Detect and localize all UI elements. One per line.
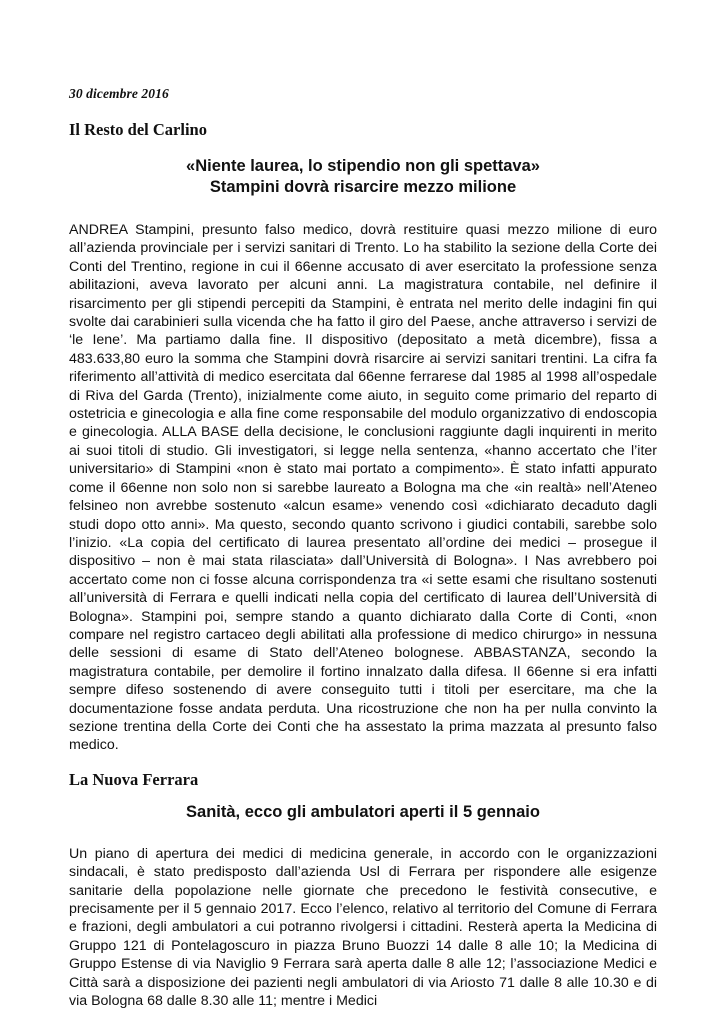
document-page: [69, 86, 657, 1010]
headline-line-2: Stampini dovrà risarcire mezzo milione: [209, 178, 517, 196]
article-nuova-ferrara: [69, 770, 657, 1011]
headline-line-1: Sanità, ecco gli ambulatori aperti il 5 gennaio: [186, 802, 540, 821]
article-headline: [69, 802, 657, 823]
article-carlino: [69, 120, 657, 755]
headline-line-1: «Niente laurea, lo stipendio non gli spettava»: [186, 157, 540, 175]
article-body: Un piano di apertura dei medici di medicina generale, in accordo con le organizzazioni sindacali, è stato predisposto dall’azienda Usl di Ferrara per rispondere alle esigenze sanitarie della popolazione nelle giornate che precedono le festività consecutive, e precisamente per il 5 gennaio 2017. Ecco l’elenco, relativo al territorio del Comune di Ferrara e frazioni, degli ambulatori a cui potranno rivolgersi i cittadini. Resterà aperta la Medicina di Gruppo 121 di Pontelagoscuro in piazza Bruno Buozzi 14 dalle 8 alle 10; la Medicina di Gruppo Estense di via Naviglio 9 Ferrara sarà aperta dalle 8 alle 12; l’associazione Medici e Città sarà a disposizione dei pazienti negli ambulatori di via Ariosto 71 dalle 8 alle 10.30 e di via Bologna 68 dalle 8.30 alle 11; mentre i Medici: [69, 845, 657, 1010]
article-body: ANDREA Stampini, presunto falso medico, dovrà restituire quasi mezzo milione di euro all’azienda provinciale per i servizi sanitari di Trento. Lo ha stabilito la sezione della Corte dei Conti del Trentino, regione in cui il 66enne accusato di aver esercitato la professione senza abilitazioni, aveva lavorato per alcuni anni. La magistratura contabile, nel definire il risarcimento per gli stipendi percepiti da Stampini, è entrata nel merito delle indagini fin qui svolte dai carabinieri sulla vicenda che ha fatto il giro del Paese, anche attraverso i servizi de ‘le Iene’. Ma partiamo dalla fine. Il dispositivo (depositato a metà dicembre), fissa a 483.633,80 euro la somma che Stampini dovrà risarcire ai servizi sanitari trentini. La cifra fa riferimento all’attività di medico esercitata dal 66enne ferrarese dal 1985 al 1998 all’ospedale di Riva del Garda (Trento), inizialmente come aiuto, in seguito come primario del reparto di ostetricia e ginecologia e alla fine come responsabile del modulo organizzativo di endoscopia e ginecologia. ALLA BASE della decisione, le conclusioni raggiunte dagli inquirenti in merito ai suoi titoli di studio. Gli investigatori, si legge nella sentenza, «hanno accertato che l’iter universitario» di Stampini «non è stato mai portato a compimento». È stato infatti appurato come il 66enne non solo non si sarebbe laureato a Bologna ma che «in realtà» nell’Ateneo felsineo non avrebbe sostenuto «alcun esame» venendo così «dichiarato decaduto dagli studi dopo otto anni». Ma questo, secondo quanto scrivono i giudici contabili, sarebbe solo l’inizio. «La copia del certificato di laurea presentato all’ordine dei medici – prosegue il dispositivo – non è mai stata rilasciata» dall’Università di Bologna». I Nas avrebbero poi accertato come non ci fosse alcuna corrispondenza tra «i sette esami che risultano sostenuti all’università di Ferrara e quelli indicati nella copia del certificato di laurea dell’Università di Bologna». Stampini poi, sempre stando a quanto dichiarato dalla Corte di Conti, «non compare nel registro cartaceo degli abilitati alla professione di medico chirurgo» in nessuna delle sessioni di esame di Stato dell’Ateneo bolognese. ABBASTANZA, secondo la magistratura contabile, per demolire il fortino innalzato dalla difesa. Il 66enne si era infatti sempre difeso sostenendo di avere conseguito tutti i titoli per esercitare, ma che la documentazione fosse andata perduta. Una ricostruzione che non ha per nulla convinto la sezione trentina della Corte dei Conti che ha assestato la prima mazzata al presunto falso medico.: [69, 222, 657, 754]
document-date: 30 dicembre 2016: [69, 86, 169, 101]
newspaper-name: Il Resto del Carlino: [69, 120, 207, 139]
article-headline: [69, 156, 657, 198]
newspaper-name: La Nuova Ferrara: [69, 769, 199, 789]
